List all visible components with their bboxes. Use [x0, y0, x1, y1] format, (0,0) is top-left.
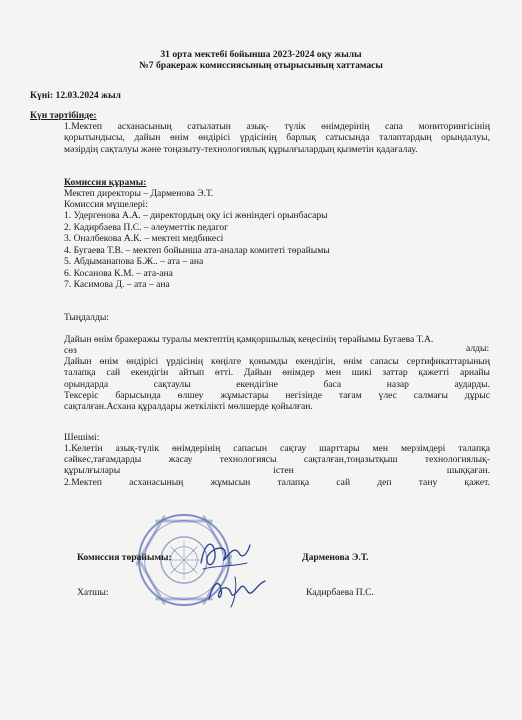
agenda-line: 1.Мектеп асханасының сатылатын азық- түлік өнімдерінің сапа мониторингісінің [64, 121, 490, 132]
commission-director: Мектеп директоры – Дарменова Э.Т. [64, 188, 214, 199]
listened-line: Тексеріс барысында өлшеу жұмыстары негізінде тағам үлес салмағы дұрыс [64, 390, 490, 401]
commission-member: 4. Бугаева Т.В. – мектеп бойынша ата-аналар комитеті төрайымы [64, 245, 330, 256]
title-line-2: №7 бракераж комиссиясының отырысының хаттамасы [139, 60, 383, 71]
secretary-label: Хатшы: [77, 587, 109, 598]
listened-line: сақталған.Асхана құралдары жеткілікті мөлшерде қойылған. [64, 401, 313, 412]
commission-member: 7. Касимова Д. – ата – ана [64, 279, 170, 290]
commission-members-heading: Комиссия мүшелері: [64, 199, 148, 210]
commission-member: 1. Удергенова А.А. – директордың оқу ісі жөніндегі орынбасары [64, 210, 328, 221]
commission-member: 5. Абдыманапова Б.Ж.. – ата – ана [64, 256, 204, 267]
decision-heading: Шешімі: [64, 432, 100, 443]
commission-member: 6. Косанова К.М. – ата-ана [64, 268, 173, 279]
decision-line: 1.Келетін азық-түлік өнімдерінің сапасын сақтау шарттары мен мерзімдері талапқа [64, 443, 490, 454]
commission-member: 3. Оналбекова А.К. – мектеп медбикесі [64, 233, 224, 244]
protocol-date: Күні: 12.03.2024 жыл [30, 90, 121, 101]
chair-name: Дарменова Э.Т. [302, 552, 369, 563]
listened-line: алды: [466, 343, 490, 354]
agenda-line: қорытындысы, дайын өнім өндірісі үрдісінің барлық сатысында талаптардың орындалуы, [64, 132, 490, 143]
listened-line: орындарда сақтаулы екендігіне баса назар аударды. [64, 379, 490, 390]
secretary-signature [205, 573, 269, 611]
title-line-1: 31 орта мектебі бойынша 2023-2024 оқу жылы [160, 49, 362, 60]
chair-signature [195, 533, 253, 577]
decision-line: сәйкес,тағамдарды жасау технологиясы сақталған,тоңазытқыш технологиялық- [64, 454, 490, 465]
chair-label: Комиссия төрайымы: [77, 552, 172, 563]
decision-line: 2.Мектеп асханасының жұмысын талапқа сай деп тану қажет. [64, 477, 490, 488]
listened-line: Дайын өнім өндірісі үрдісінің көңілге қонымды екендігін, өнім сапасы сертификаттарының [64, 356, 490, 367]
listened-line: Дайын өнім бракеражы туралы мектептің қамқоршылық кеңесінің төрайымы Бугаева Т.А. [64, 334, 434, 345]
listened-line: сөз [64, 345, 77, 356]
listened-line: талапқа сай екендігін айтып өтті. Дайын өнімдер мен шикі заттар қажетті арнайы [64, 367, 490, 378]
agenda-heading: Күн тәртібінде: [30, 110, 97, 121]
commission-heading: Комиссия құрамы: [64, 177, 147, 188]
agenda-line: мәзірдің сақталуы және тоңазыту-технологиялық құрылғылардың қызметін қадағалау. [64, 144, 418, 155]
commission-member: 2. Кадирбаева П.С. – әлеуметтік педагог [64, 222, 229, 233]
decision-line: құрылғылары істен шыққаған. [64, 465, 490, 476]
listened-heading: Тыңдалды: [64, 312, 109, 323]
secretary-name: Кадирбаева П.С. [306, 587, 374, 598]
